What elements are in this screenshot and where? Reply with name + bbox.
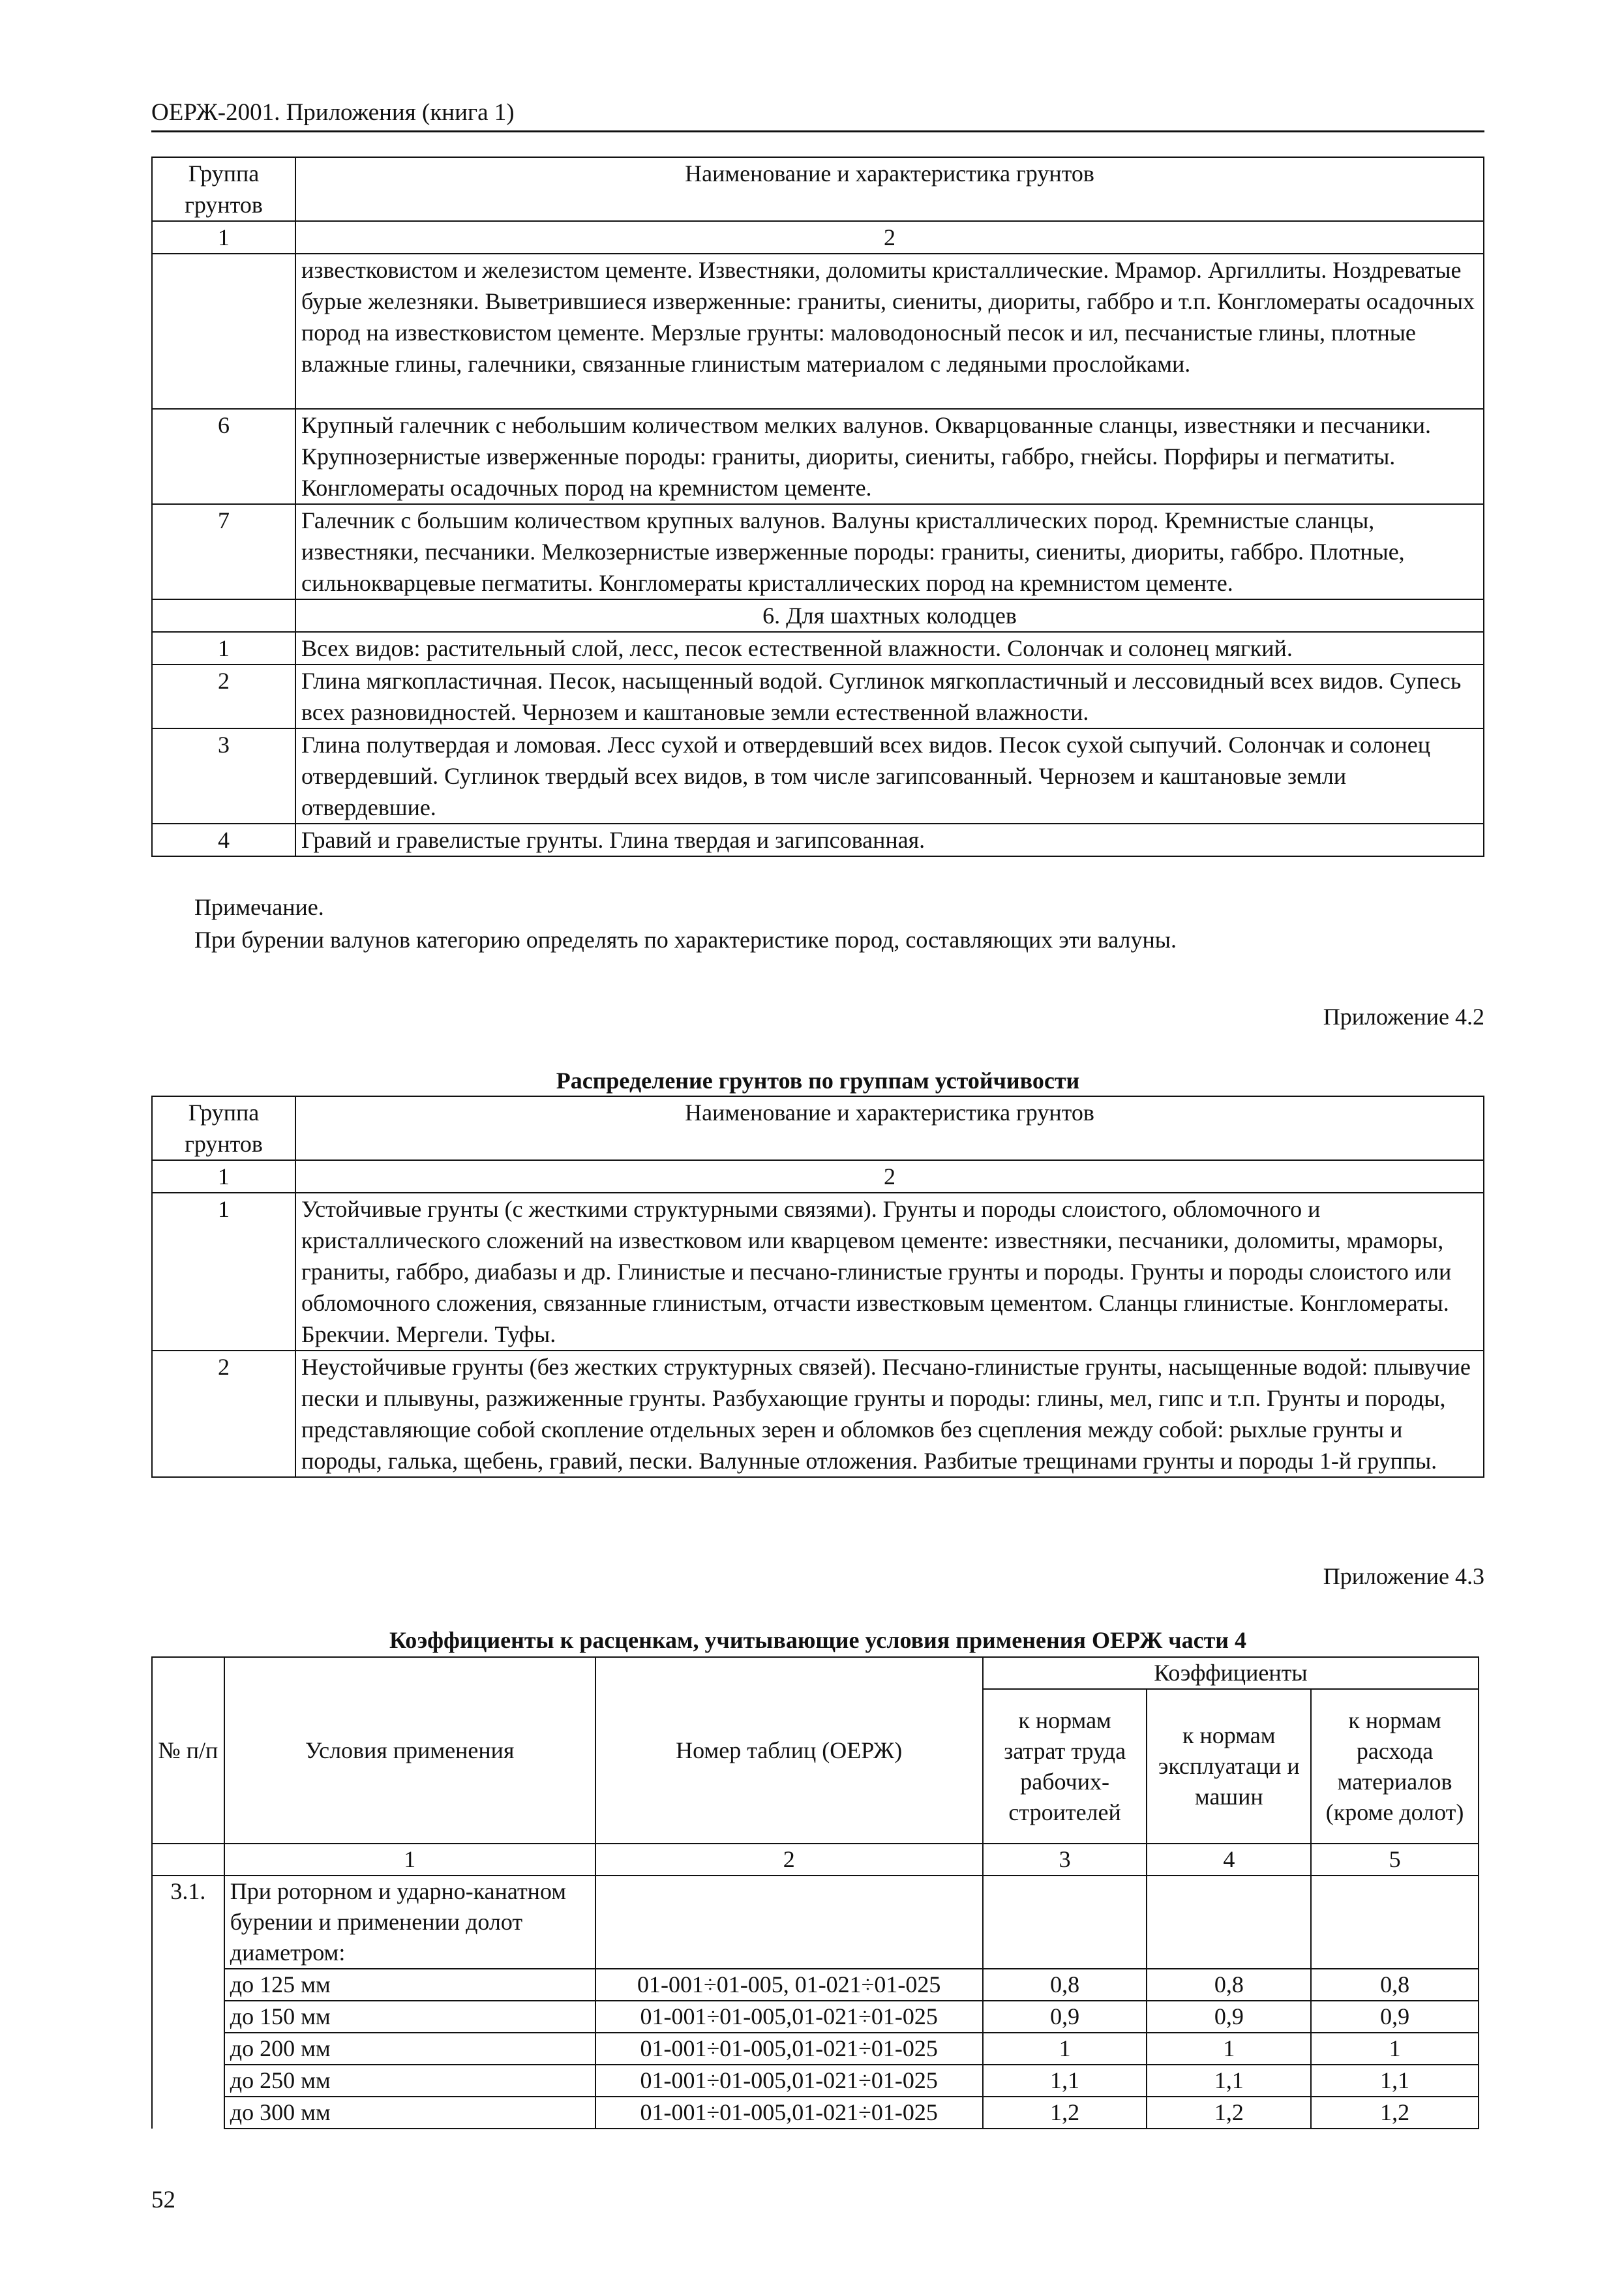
description-cell: Крупный галечник с небольшим количеством мелких валунов. Окварцованные сланцы, известняки и песчаники. Крупнозернистые изверженные породы: граниты, диориты, сиениты, габбро, гнейсы. Порфиры и пегматиты. Конгломераты осадочных пород на кремнистом цементе.: [295, 409, 1484, 504]
header-tables: Номер таблиц (ОЕРЖ): [595, 1657, 983, 1844]
header-k-machines: к нормам эксплуатаци и машин: [1147, 1689, 1311, 1844]
column-number-row: [152, 1160, 1484, 1193]
header-num: № п/п: [152, 1657, 224, 1844]
tables-cell: 01-001÷01-005,01-021÷01-025: [595, 2033, 983, 2065]
page-number: 52: [151, 2187, 175, 2213]
empty-cell: [152, 1844, 224, 1876]
section-title: 6. Для шахтных колодцев: [295, 599, 1484, 632]
tables-cell: 01-001÷01-005, 01-021÷01-025: [595, 1969, 983, 2001]
tables-cell: 01-001÷01-005,01-021÷01-025: [595, 2065, 983, 2097]
description-cell: Всех видов: растительный слой, лесс, песок естественной влажности. Солончак и солонец мягкий.: [295, 632, 1484, 665]
col-number: 2: [595, 1844, 983, 1876]
table-row: [152, 824, 1484, 856]
header-description: Наименование и характеристика грунтов: [295, 1096, 1484, 1160]
table-row: [152, 632, 1484, 665]
tables-cell: 01-001÷01-005,01-021÷01-025: [595, 2001, 983, 2033]
table-row: [152, 1969, 1479, 2001]
description-cell: Гравий и гравелистые грунты. Глина твердая и загипсованная.: [295, 824, 1484, 856]
condition-cell: до 250 мм: [224, 2065, 595, 2097]
k-labor-cell: 1: [983, 2033, 1147, 2065]
empty-cell: [1311, 1876, 1479, 1969]
k-machines-cell: 1: [1147, 2033, 1311, 2065]
description-cell: Галечник с большим количеством крупных валунов. Валуны кристаллических пород. Кремнистые сланцы, известняки, песчаники. Мелкозернистые изверженные породы: граниты, сиениты, диориты, габбро. Плотные, сильнокварцевые пегматиты. Конгломераты кристаллических пород на кремнистом цементе.: [295, 504, 1484, 599]
condition-cell: до 300 мм: [224, 2097, 595, 2129]
group-cell: 2: [152, 665, 295, 728]
description-cell: Глина полутвердая и ломовая. Лесс сухой и отвердевший всех видов. Песок сухой сыпучий. Солончак и солонец отвердевший. Суглинок твердый всех видов, в том числе загипсованный. Чернозем и каштановые земли отвердевшие.: [295, 728, 1484, 824]
section-row: [152, 1876, 1479, 1969]
col-number: 5: [1311, 1844, 1479, 1876]
tables-cell: 01-001÷01-005,01-021÷01-025: [595, 2097, 983, 2129]
group-cell: 1: [152, 632, 295, 665]
empty-cell: [1147, 1876, 1311, 1969]
table-row: [152, 2065, 1479, 2097]
k-machines-cell: 0,8: [1147, 1969, 1311, 2001]
note-block: [194, 891, 1177, 956]
note-title: Примечание.: [194, 894, 324, 920]
column-number-row: [152, 221, 1484, 254]
table-row: [152, 409, 1484, 504]
condition-cell: до 125 мм: [224, 1969, 595, 2001]
k-machines-cell: 1,2: [1147, 2097, 1311, 2129]
group-cell: 4: [152, 824, 295, 856]
group-cell: 6: [152, 409, 295, 504]
group-cell: 3: [152, 728, 295, 824]
group-cell: 7: [152, 504, 295, 599]
table-row: [152, 504, 1484, 599]
k-labor-cell: 0,8: [983, 1969, 1147, 2001]
description-cell: Устойчивые грунты (с жесткими структурными связями). Грунты и породы слоистого, обломочного и кристаллического сложений на известковом или кварцевом цементе: известняки, песчаники, доломиты, мраморы, граниты, габбро, диабазы и др. Глинистые и песчано-глинистые грунты и породы. Грунты и породы слоистого или обломочного сложения, связанные глинистым, отчасти известковым цементом. Сланцы глинистые. Конгломераты. Брекчии. Мергели. Туфы.: [295, 1193, 1484, 1351]
description-cell: Глина мягкопластичная. Песок, насыщенный водой. Суглинок мягкопластичный и лессовидный всех видов. Супесь всех разновидностей. Чернозем и каштановые земли естественной влажности.: [295, 665, 1484, 728]
table-row: [152, 665, 1484, 728]
stability-groups-table: [151, 1096, 1484, 1478]
col-number: 3: [983, 1844, 1147, 1876]
k-materials-cell: 0,8: [1311, 1969, 1479, 2001]
k-materials-cell: 1: [1311, 2033, 1479, 2065]
table-header-row: [152, 157, 1484, 221]
soil-groups-table-continued: [151, 157, 1484, 857]
condition-cell: до 200 мм: [224, 2033, 595, 2065]
header-k-materials: к нормам расхода материалов (кроме долот): [1311, 1689, 1479, 1844]
table-row: [152, 1193, 1484, 1351]
k-labor-cell: 1,2: [983, 2097, 1147, 2129]
table-row: [152, 2033, 1479, 2065]
table-header-row: [152, 1096, 1484, 1160]
group-cell: [152, 254, 295, 409]
appendix-label: Приложение 4.3: [1323, 1563, 1484, 1589]
table-title: Распределение грунтов по группам устойчивости: [556, 1068, 1080, 1094]
section-row: [152, 599, 1484, 632]
table-row: [152, 728, 1484, 824]
col-number: 1: [152, 221, 295, 254]
note-text: При бурении валунов категорию определять по характеристике пород, составляющих эти валуны.: [194, 927, 1177, 953]
empty-cell: [152, 599, 295, 632]
header-conditions: Условия применения: [224, 1657, 595, 1844]
table-row: [152, 1351, 1484, 1477]
section-conditions: При роторном и ударно-канатном бурении и применении долот диаметром:: [224, 1876, 595, 1969]
k-materials-cell: 0,9: [1311, 2001, 1479, 2033]
group-cell: 1: [152, 1193, 295, 1351]
k-materials-cell: 1,2: [1311, 2097, 1479, 2129]
col-number: 1: [152, 1160, 295, 1193]
k-labor-cell: 0,9: [983, 2001, 1147, 2033]
section-num: 3.1.: [152, 1876, 224, 2129]
col-number: 4: [1147, 1844, 1311, 1876]
appendix-label: Приложение 4.2: [1323, 1004, 1484, 1030]
running-header: ОЕРЖ-2001. Приложения (книга 1): [151, 98, 1484, 132]
col-number: 2: [295, 1160, 1484, 1193]
table-row: [152, 2001, 1479, 2033]
description-cell: Неустойчивые грунты (без жестких структурных связей). Песчано-глинистые грунты, насыщенные водой: плывучие пески и плывуны, разжиженные грунты. Разбухающие грунты и породы: глины, мел, гипс и т.п. Грунты и породы, представляющие собой скопление отдельных зерен и обломков без сцепления между собой: рыхлые грунты и породы, галька, щебень, гравий, пески. Валунные отложения. Разбитые трещинами грунты и породы 1-й группы.: [295, 1351, 1484, 1477]
coefficients-table: [151, 1656, 1479, 2129]
k-machines-cell: 0,9: [1147, 2001, 1311, 2033]
k-materials-cell: 1,1: [1311, 2065, 1479, 2097]
description-cell: известковистом и железистом цементе. Известняки, доломиты кристаллические. Мрамор. Аргиллиты. Ноздреватые бурые железняки. Выветрившиеся изверженные: граниты, сиениты, диориты, габбро и т.п. Конгломераты осадочных пород на известковистом цементе. Мерзлые грунты: маловодоносный песок и ил, песчанистые глины, плотные влажные глины, галечники, связанные глинистым материалом с ледяными прослойками.: [295, 254, 1484, 409]
header-group: Группа грунтов: [152, 157, 295, 221]
condition-cell: до 150 мм: [224, 2001, 595, 2033]
k-machines-cell: 1,1: [1147, 2065, 1311, 2097]
table-header-row: [152, 1657, 1479, 1689]
column-number-row: [152, 1844, 1479, 1876]
header-description: Наименование и характеристика грунтов: [295, 157, 1484, 221]
table-title: Коэффициенты к расценкам, учитывающие условия применения ОЕРЖ части 4: [389, 1627, 1247, 1653]
header-coefficients: Коэффициенты: [983, 1657, 1479, 1689]
empty-cell: [983, 1876, 1147, 1969]
col-number: 1: [224, 1844, 595, 1876]
col-number: 2: [295, 221, 1484, 254]
table-row: [152, 254, 1484, 409]
header-group: Группа грунтов: [152, 1096, 295, 1160]
header-k-labor: к нормам затрат труда рабочих-строителей: [983, 1689, 1147, 1844]
table-row: [152, 2097, 1479, 2129]
k-labor-cell: 1,1: [983, 2065, 1147, 2097]
group-cell: 2: [152, 1351, 295, 1477]
empty-cell: [595, 1876, 983, 1969]
